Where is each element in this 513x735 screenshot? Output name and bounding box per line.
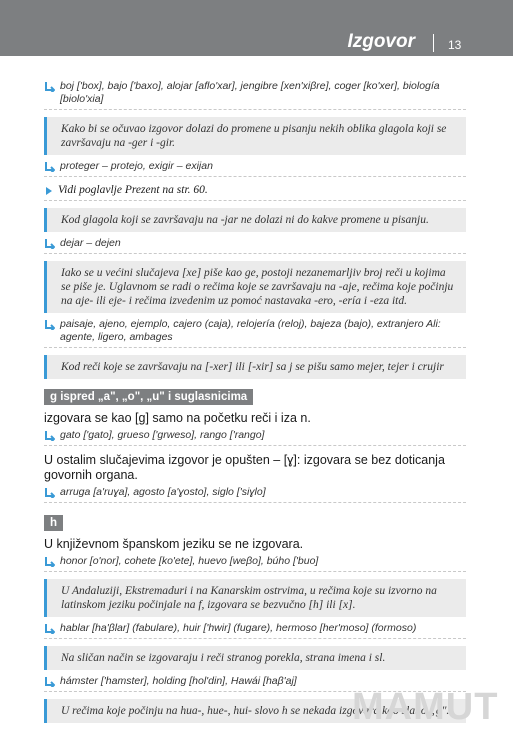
arrow-down-right-icon — [44, 556, 55, 567]
cross-reference-text: Vidi poglavlje Prezent na str. 60. — [58, 184, 208, 196]
arrow-down-right-icon — [44, 676, 55, 687]
arrow-down-right-icon — [44, 238, 55, 249]
example-text: hámster ['hamster], holding [hol'din], Hawái [haβ'aj] — [60, 675, 297, 687]
example-text: dejar – dejen — [60, 237, 121, 249]
example-line — [44, 160, 466, 177]
example-line — [44, 318, 466, 348]
section-heading: g ispred „a", „o", „u" i suglasnicima — [44, 389, 253, 405]
page-header — [0, 0, 513, 56]
body-text: izgovara se kao [g] samo na početku reči i iza n. — [44, 411, 311, 425]
example-line — [44, 80, 466, 110]
example-line — [44, 555, 466, 572]
arrow-down-right-icon — [44, 319, 55, 330]
body-text: U književnom španskom jeziku se ne izgovara. — [44, 537, 304, 551]
arrow-down-right-icon — [44, 487, 55, 498]
example-text: proteger – protejo, exigir – exijan — [60, 160, 213, 172]
example-text: hablar [ha'βlar] (fabulare), huir ['hwir] (fugare), hermoso [her'moso] (formoso) — [60, 622, 417, 634]
example-line — [44, 622, 466, 639]
note-box: Iako se u većini slučajeva [xe] piše kao ge, postoji nezanemarljiv broj reči u kojima se piše je. Uglavnom se radi o rečima koje se završavaju na -aje, rečima koje počinju na aje- ili eje- i rečima izvedenim uz pomoć nastavaka -ero, -ería i -eza itd. — [44, 261, 466, 313]
note-box: Na sličan način se izgovaraju i reči stranog porekla, strana imena i sl. — [44, 646, 466, 670]
page-number: 13 — [448, 38, 462, 52]
triangle-right-icon — [46, 187, 52, 195]
watermark-logo: MAMUT — [352, 686, 499, 728]
example-text: honor [o'nor], cohete [ko'ete], huevo [weβo], búho ['buo] — [60, 555, 319, 567]
example-line — [44, 486, 466, 503]
header-divider — [433, 34, 434, 52]
section-heading: h — [44, 515, 63, 531]
example-line — [44, 429, 466, 446]
example-text: boj ['box], bajo ['baxo], alojar [aflo'xar], jengibre [xen'xiβre], coger [ko'xer], biología [biolo'xia] — [60, 80, 440, 105]
example-text: arruga [a'ruɣa], agosto [a'ɣosto], siglo ['siɣlo] — [60, 486, 266, 498]
example-line — [44, 237, 466, 254]
arrow-down-right-icon — [44, 430, 55, 441]
cross-reference[interactable] — [44, 184, 466, 201]
body-text: U ostalim slučajevima izgovor je opušten – [ɣ]: izgovara se bez doticanja govornih organa. — [44, 453, 445, 482]
arrow-down-right-icon — [44, 623, 55, 634]
note-box: U Andaluziji, Ekstremaduri i na Kanarskim ostrvima, u rečima koje su izvorno na latinskom jeziku počinjale na f, izgovara se bezvučno [h] ili [x]. — [44, 579, 466, 617]
note-box: Kod glagola koji se završavaju na -jar ne dolazi ni do kakve promene u pisanju. — [44, 208, 466, 232]
example-text: gato ['gato], grueso ['grweso], rango ['rango] — [60, 429, 265, 441]
arrow-down-right-icon — [44, 161, 55, 172]
example-text: paisaje, ajeno, ejemplo, cajero (caja), relojería (reloj), bajeza (bajo), extranjero Ali: agente, ligero, ambages — [60, 318, 441, 343]
arrow-down-right-icon — [44, 81, 55, 92]
note-box: Kako bi se očuvao izgovor dolazi do promene u pisanju nekih oblika glagola koji se završavaju na -ger i -gir. — [44, 117, 466, 155]
note-box: Kod reči koje se završavaju na [-xer] ili [-xir] sa j se pišu samo mejer, tejer i crujir — [44, 355, 466, 379]
page-content — [44, 80, 466, 728]
section-title: Izgovor — [347, 31, 415, 52]
note-box: U rečima koje počinju na hua-, hue-, hui- slovo h se nekada izgovara kao slabo „g". — [44, 699, 466, 723]
